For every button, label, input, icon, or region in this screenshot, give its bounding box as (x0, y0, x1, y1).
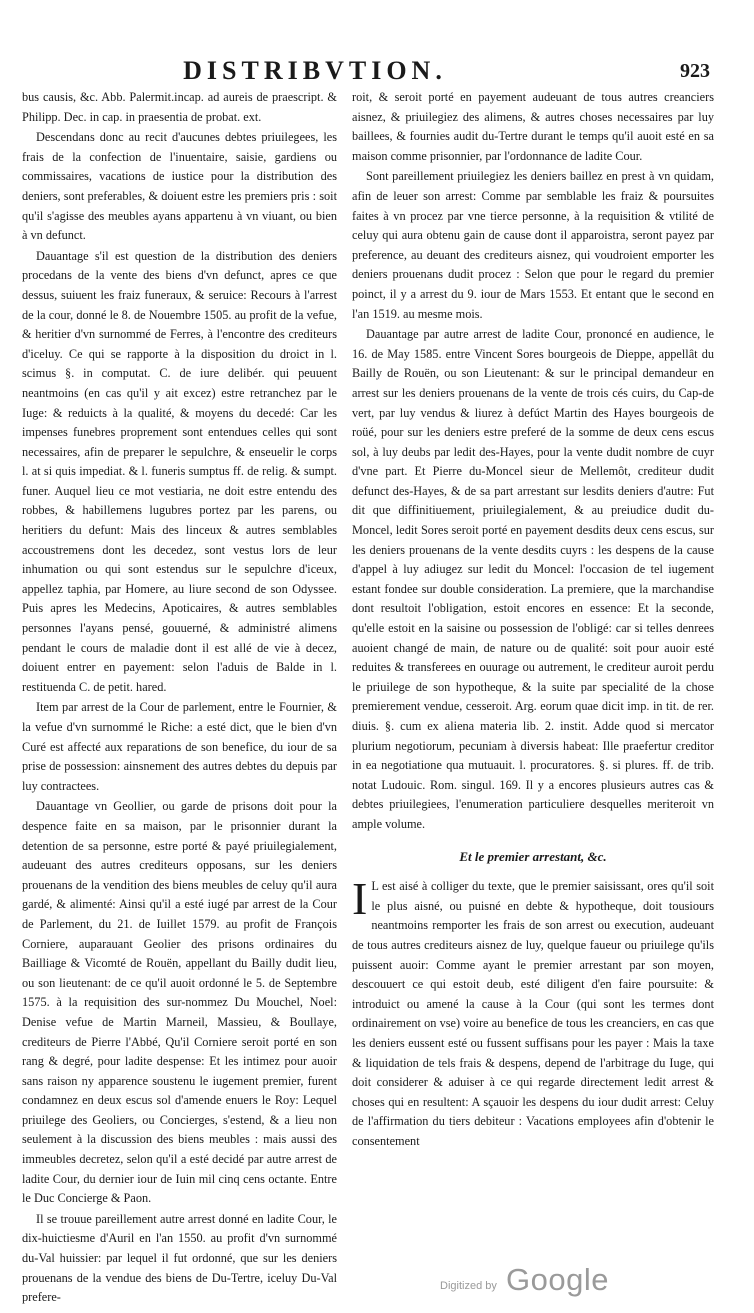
paragraph: Dauantage par autre arrest de ladite Cour, prononcé en audience, le 16. de May 1585. entre Vincent Sores bourgeois de Dieppe, appellât du Bailly de Rouën, ou son Lieutenant: & sur le principal demandeur en arrest sur les deniers prouenans de la vente de trois cés cuirs, du Cap-de vert, par luy vendus & liurez à defúct Martin des Hayes bourgeois de roüé, pour sur les deniers estre preferé de la somme de deux cens escus sol, à luy deubs par ledit des-Hayes, pour la vente dudit nombre de cuyr d'vne part. Et Pierre du-Moncel sieur de Mellemôt, crediteur dudit defunct des-Hayes, & de sa part arrestant sur lesdits deniers d'autre: Fut dit que diffinitiuement, priuilegialement, & au preiudice dudit du-Moncel, ledit Sores seroit porté en payement desdits deux cens escus, sur les deniers prouenans de la vente desdits cuyrs : les despens de la cause d'appel à luy adiugez sur ledit du Moncel: l'occasion de tel iugement estant fondee sur double consideration. La premiere, que la marchandise dont resultoit l'obligation, estoit encores en essence: Et la seconde, qu'elle estoit en la saisine ou possession de l'obligé: car si telles denrees auoient changé de main, de nature ou de qualité: soit pour auoir esté reduites & transferees en ouurage ou autrement, le crediteur auroit perdu le priuilege de son hypotheque, & la suite par specialité de la chose premierement vendue, cesseroit. Arg. eorum quae dicit imp. in tit. de rer. diuis. §. cum ex aliena materia lib. 2. instit. Adde quod si mercator plurium negotiorum, pecuniam à diversis habeat: Ille praefertur creditor in ea negotiatione qua mutuauit. l. procuratores. §. si plures. ff. de trib. notat Ludouic. Rom. singul. 169. Il y a encores plusieurs autres cas & debtes priuilegiees, l'enumeration particuliere desquelles meriteroit vn ample volume. (352, 327, 714, 831)
paragraph: Dauantage vn Geollier, ou garde de prisons doit pour la despence faite en sa maison, par le prisonnier durant la detention de sa personne, estre porté & payé priuilegialement, audeuant des autres crediteurs opposans, sur les deniers prouenans de la vendition des biens meubles de celuy qu'il aura gardé, & alimenté: Ainsi qu'il a esté iugé par arrest de la Cour de Parlement, du 21. de Iuillet 1579. au profit de François Corniere, auparauant Geolier des prisons ordinaires du Bailliage & Vicomté de Rouën, appellant du Bailly dudit lieu, ou son lieutenant: de ce qu'il auoit ordonné le 5. de Septembre 1575. à la requisition des sur-nommez Du Mouchel, Noel: Denise vefue de Martin Marneil, Massieu, & Boullaye, crediteurs de Pierre l'Abbé, Qu'il Corniere seroit porté en son rang & degré, pour ladite despense: Et les intimez pour auoir sans raison ny apparence soustenu le iugement premier, furent condamnez en deux escus sol d'amende enuers le Roy: Lequel priuilege des Geoliers, ou Concierges, s'estend, & a lieu non seulement à la discussion des biens meubles : mais aussi des immeubles decretez, selon qu'il a esté decidé par autre arrest de ladite Cour, du dernier iour de Iuin mil cinq cens octante. Entre le Duc Concierge & Paon. (22, 799, 337, 1206)
paragraph: Sont pareillement priuilegiez les deniers baillez en prest à vn quidam, afin de leuer son arrest: Comme par semblable les fraiz & poursuites faites à vn procez par vne tierce personne, à la requisition & vtilité de celuy qui aura obtenu gain de cause dont il apparoistra, seront payez par preference, au deuant des crediteurs aisnez, qui voudroient emporter les deniers prouenans dudit procez : Selon que pour le regard du premier poinct, il y a arrest du 9. iour de Mars 1553. Et entant que le second en l'an 1519. au mesme mois. (352, 169, 714, 321)
google-logo: Google (506, 1262, 609, 1297)
drop-cap: I (352, 873, 368, 925)
page-number: 923 (680, 60, 710, 82)
paragraph: Item par arrest de la Cour de parlement, entre le Fournier, & la vefue d'vn surnommé le Riche: a esté dict, que le bien d'vn Curé est affecté aux reparations de son benefice, du iour de sa prise de possession: ainsnement des autres debtes du depuis par luy contractees. (22, 700, 337, 793)
paragraph: bus causis, &c. Abb. Palermit.incap. ad aureis de praescript. & Philipp. Dec. in cap. in praesentia de probat. ext. (22, 90, 337, 124)
left-column (22, 88, 337, 1305)
paragraph: Descendans donc au recit d'aucunes debtes priuilegees, les frais de la confection de l'inuentaire, saisie, gardiens ou commissaires, vacations de iustice pour la distribution des deniers, sont preferables, & doiuent estre les premiers pris : soit qu'il s'agisse des meubles ayans appartenu à vn viuant, ou bien à vn defunct. (22, 130, 337, 243)
watermark-prefix: Digitized by (440, 1280, 497, 1292)
running-title: DISTRIBVTION. (183, 56, 447, 85)
paragraph: Il se trouue pareillement autre arrest donné en ladite Cour, le dix-huictiesme d'Auril en l'an 1550. au profit d'vn surnommé du-Val huissier: par lequel il fut ordonné, que sur les deniers prouenans de la vendue des biens de Du-Tertre, iceluy Du-Val prefere- (22, 1211, 337, 1305)
section-heading: Et le premier arrestant, &c. (459, 848, 607, 864)
digitized-watermark (440, 1262, 690, 1306)
right-column (352, 88, 714, 1233)
paragraph: Dauantage s'il est question de la distribution des deniers procedans de la vente des biens d'vn defunct, apres ce que dessus, suiuent les fraiz funeraux, & seruice: Recours à l'arrest de la cour, donné le 8. de Nouembre 1505. au profit de la vefue, & heritier d'vn surnommé de Ferres, à l'encontre des crediteurs d'iceluy. Ce qui se rapporte à la disposition du droict in l. scimus §. in computat. C. de iure delibér. qui peuuent neantmoins (en cas qu'il y ait excez) estre retranchez par le Iuge: & reduicts à la qualité, & moyens du decedé: Car les impenses funebres proprement sont entendues celles qui sont necessaires, afin de preparer le sepulchre, & enseuelir le corps l. at si quis impediat. & l. funeris sumptus ff. de relig. & sumpt. funer. Auquel lieu ce mot vestiaria, ne doit estre entendu des robbes, & habillemens lugubres portez par les parens, ou heritiers du defunt: Mais des linceux & autres semblables accoustremens dont les decedez, sont vestus lors de leur inhumation ou qui sont estendus sur le sepulchre d'iceux, appellez taphia, par Homere, au liure second de son Odyssee. Puis apres les Medecins, Apoticaires, & autres semblables personnes l'ayans pensé, gouuerné, & administré alimens pendant le cours de maladie dont il est allé de vie à decez, doiuent entrer en payement: selon l'aduis de Balde in l. restituenda C. de petit. hared. (22, 248, 337, 694)
section-text: L est aisé à colliger du texte, que le premier saisissant, ores qu'il soit le plus aisné, ou puisné en debte & hypotheque, doit tousiours neantmoins remporter les frais de son arrest ou execution, audeuant de tous autres crediteurs aisnez de luy, quelque faueur ou priuilege qu'ils puissent auoir: Comme ayant le premier arrestant par son moyen, descouuert ce qui estoit deub, esté diligent d'en faire poursuite: & introduict ou amené la cause à la Cour (qui sont les termes dont ordinairement on vse) voire au benefice de tous les creanciers, en cas que les deniers eussent esté ou fussent suffisans pour les payer : Mais la taxe & liquidation de tels frais & despens, depend de l'arbitrage du Iuge, qui doit considerer & aduiser à ce qui regarde directement ledit arrest & choses qui en resultent: A sçauoir les despens du iour dudit arrest: Celuy de l'affirmation du tiers debiteur : Vacations employees afin d'obtenir le consentement (352, 879, 714, 1148)
section-paragraph (352, 873, 714, 1151)
paragraph: roit, & seroit porté en payement audeuant de tous autres creanciers aisnez, & priuilegiez des alimens, & autres choses necessaires par luy baillees, & fournies audit du-Tertre durant le temps qu'il auoit esté en sa maison comme prisonnier, par l'ordonnance de ladite Cour. (352, 90, 714, 163)
